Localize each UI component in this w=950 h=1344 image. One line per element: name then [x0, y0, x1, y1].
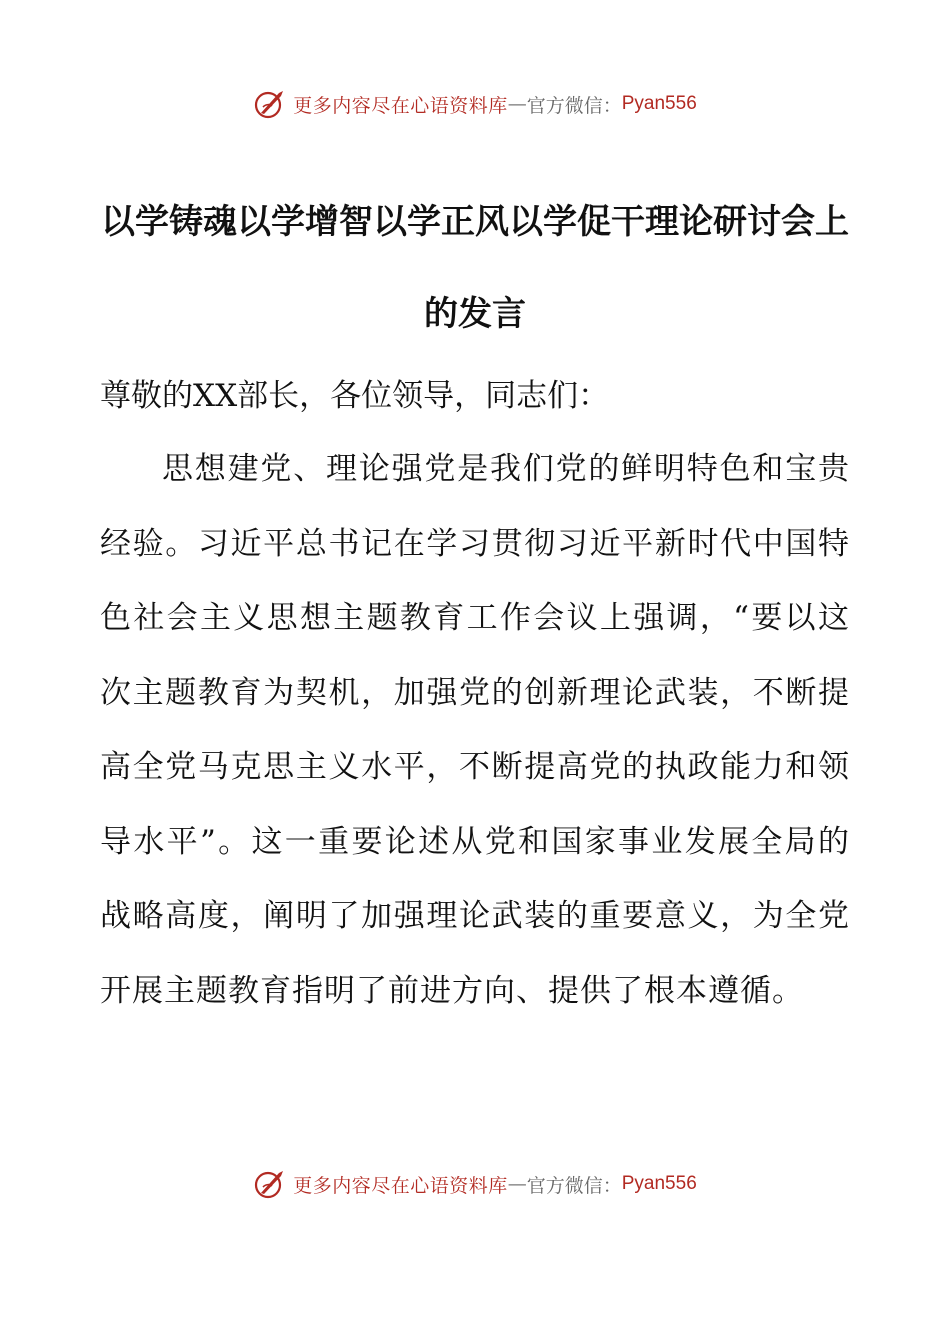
quill-logo-icon — [253, 1167, 287, 1201]
body-paragraph: 思想建党、理论强党是我们党的鲜明特色和宝贵经验。习近平总书记在学习贯彻习近平新时代中国特色社会主义思想主题教育工作会议上强调，“要以这次主题教育为契机，加强党的创新理论武装，不断提高全党马克思主义水平，不断提高党的执政能力和领导水平”。这一重要论述从党和国家事业发展全局的战略高度，阐明了加强理论武装的重要意义，为全党开展主题教育指明了前进方向、提供了根本遵循。 — [100, 451, 850, 1009]
banner-separator: — — [507, 93, 527, 115]
banner-wechat-label: 官方微信： — [526, 94, 622, 117]
banner-wechat-id: Pyan556 — [621, 1173, 697, 1194]
document-title: 以学铸魂以学增智以学正风以学促干理论研讨会上的发言 — [101, 202, 849, 334]
banner-wechat-id: Pyan556 — [621, 93, 697, 114]
header-watermark-banner — [0, 84, 950, 124]
banner-separator: — — [507, 1173, 527, 1195]
greeting: 尊敬的XX部长，各位领导，同志们： — [100, 378, 610, 414]
footer-watermark-banner — [0, 1164, 950, 1204]
banner-wechat-label: 官方微信： — [526, 1174, 622, 1197]
banner-slogan: 更多内容尽在心语资料库 — [293, 1174, 508, 1197]
quill-logo-icon — [253, 87, 287, 121]
banner-slogan: 更多内容尽在心语资料库 — [293, 94, 508, 117]
